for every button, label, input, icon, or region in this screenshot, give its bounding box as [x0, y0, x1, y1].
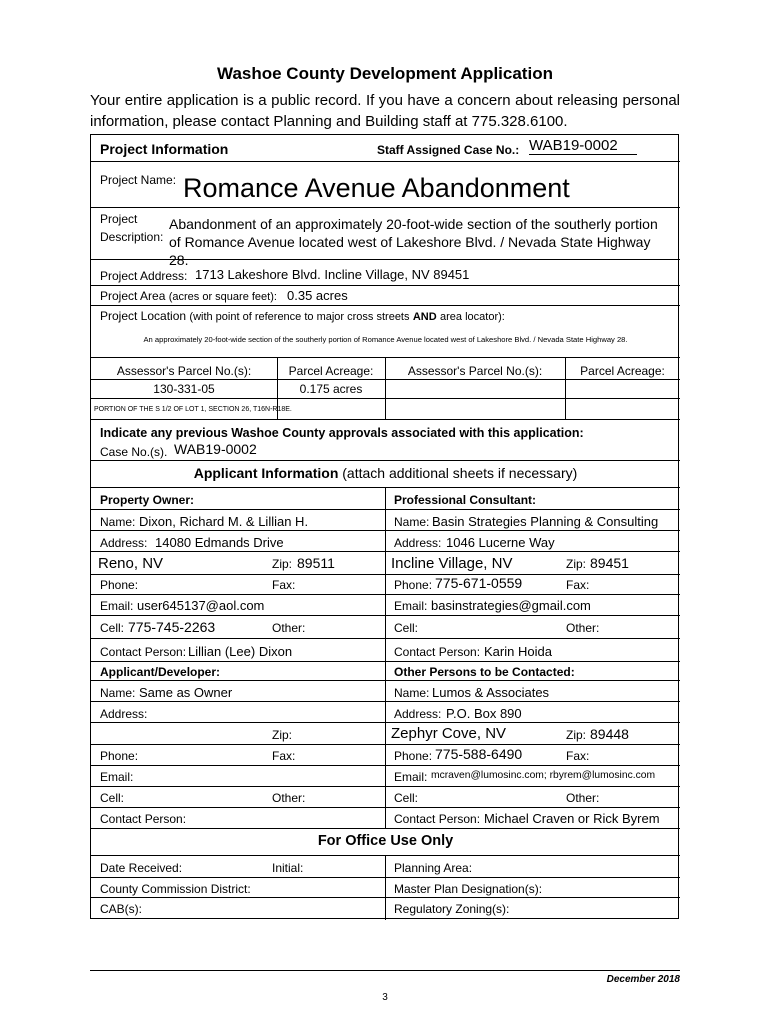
project-desc-label-2: Description: [100, 230, 164, 244]
consultant-header: Professional Consultant: [394, 493, 537, 507]
divider [91, 460, 680, 461]
project-area-label [100, 289, 277, 303]
project-desc-value[interactable]: Abandonment of an approximately 20-foot-wide section of the southerly portion of Romance Avenue located west of Lakeshore Blvd. / Nevada State Highway 28. [169, 216, 658, 268]
owner-header: Property Owner: [100, 493, 195, 507]
owner-phone-label: Phone: [100, 578, 139, 592]
project-desc-label-1: Project [100, 212, 138, 226]
applicant-section-header [91, 465, 680, 481]
project-location-value[interactable]: An approximately 20-foot-wide section of the southerly portion of Romance Avenue located west of Lakeshore Blvd. / Nevada State Highway 28. [143, 335, 628, 344]
project-location-label [100, 309, 505, 323]
project-area-value[interactable]: 0.35 acres [287, 288, 348, 303]
owner-cell-value[interactable]: 775-745-2263 [128, 619, 216, 635]
project-name-value[interactable]: Romance Avenue Abandonment [183, 173, 570, 203]
others-email-value[interactable]: mcraven@lumosinc.com; rbyrem@lumosinc.com [431, 770, 656, 781]
project-address-label: Project Address: [100, 269, 188, 283]
divider [91, 259, 680, 260]
owner-name-value[interactable]: Dixon, Richard M. & Lillian H. [139, 514, 309, 529]
project-address-value[interactable]: 1713 Lakeshore Blvd. Incline Village, NV 89451 [195, 267, 470, 282]
parcel-acreage-value[interactable]: 0.175 acres [299, 382, 363, 396]
project-location-sub-2: area locator): [440, 311, 505, 323]
parcel-row-line [91, 398, 680, 399]
footer-rule [90, 970, 680, 971]
owner-contact-label: Contact Person: [100, 645, 187, 659]
project-location-sub-1: (with point of reference to major cross streets [189, 311, 410, 323]
consultant-phone-label: Phone: [394, 578, 433, 592]
owner-city-value[interactable]: Reno, NV [98, 555, 164, 572]
owner-cell-label: Cell: [100, 621, 125, 635]
others-contact-label: Contact Person: [394, 812, 481, 826]
others-fax-label: Fax: [566, 749, 590, 763]
consultant-address-label: Address: [394, 536, 442, 550]
developer-phone-label: Phone: [100, 749, 139, 763]
row-line [91, 828, 680, 829]
owner-zip-label: Zip: [272, 557, 293, 571]
divider [91, 285, 680, 286]
others-email-label: Email: [394, 770, 428, 784]
owner-zip-value[interactable]: 89511 [297, 555, 335, 571]
owner-address-label: Address: [100, 536, 148, 550]
owner-contact-value[interactable]: Lillian (Lee) Dixon [188, 644, 293, 659]
planning-area-label: Planning Area: [394, 861, 473, 875]
consultant-cell-label: Cell: [394, 621, 419, 635]
column-line [385, 487, 386, 828]
developer-zip-label: Zip: [272, 728, 293, 742]
page-title: Washoe County Development Application [217, 64, 553, 83]
staff-case-label: Staff Assigned Case No.: [377, 143, 520, 157]
developer-name-label: Name: [100, 686, 136, 700]
divider [91, 419, 680, 420]
project-area-title: Project Area [100, 289, 166, 303]
consultant-fax-label: Fax: [566, 578, 590, 592]
parcel-row-line [91, 379, 680, 380]
approvals-label: Indicate any previous Washoe County approvals associated with this application: [100, 426, 584, 440]
approvals-case-label: Case No.(s). [100, 445, 168, 459]
applicant-header-bold: Applicant Information [193, 465, 339, 481]
consultant-name-label: Name: [394, 515, 430, 529]
page-number: 3 [382, 992, 388, 1003]
others-zip-label: Zip: [566, 728, 587, 742]
others-city-value[interactable]: Zephyr Cove, NV [391, 725, 507, 742]
consultant-zip-value[interactable]: 89451 [590, 555, 629, 571]
parcel-no-header-2: Assessor's Parcel No.(s): [407, 364, 543, 378]
others-phone-value[interactable]: 775-588-6490 [435, 746, 523, 762]
owner-other-label: Other: [272, 621, 306, 635]
developer-contact-label: Contact Person: [100, 812, 187, 826]
initial-label: Initial: [272, 861, 304, 875]
owner-fax-label: Fax: [272, 578, 296, 592]
others-name-label: Name: [394, 686, 430, 700]
owner-email-value[interactable]: user645137@aol.com [137, 598, 265, 613]
developer-cell-label: Cell: [100, 791, 125, 805]
application-form [90, 134, 679, 919]
applicant-header-rest: (attach additional sheets if necessary) [342, 465, 578, 481]
consultant-contact-value[interactable]: Karin Hoida [484, 644, 552, 659]
owner-email-label: Email: [100, 599, 134, 613]
developer-header: Applicant/Developer: [100, 665, 221, 679]
commission-district-label: County Commission District: [100, 882, 251, 896]
consultant-email-value[interactable]: basinstrategies@gmail.com [431, 598, 591, 613]
approvals-case-value[interactable]: WAB19-0002 [174, 441, 257, 457]
master-plan-label: Master Plan Designation(s): [394, 882, 543, 896]
parcel-no-value[interactable]: 130-331-05 [153, 382, 215, 396]
parcel-acreage-header-2: Parcel Acreage: [580, 364, 665, 378]
consultant-contact-label: Contact Person: [394, 645, 481, 659]
developer-name-value[interactable]: Same as Owner [139, 685, 233, 700]
consultant-address-value[interactable]: 1046 Lucerne Way [446, 535, 555, 550]
consultant-email-label: Email: [394, 599, 428, 613]
parcel-acreage-header: Parcel Acreage: [288, 364, 374, 378]
others-zip-value[interactable]: 89448 [590, 726, 629, 742]
consultant-phone-value[interactable]: 775-671-0559 [435, 575, 523, 591]
divider [91, 161, 680, 162]
project-name-label: Project Name: [100, 173, 177, 187]
developer-fax-label: Fax: [272, 749, 296, 763]
others-other-label: Other: [566, 791, 600, 805]
others-phone-label: Phone: [394, 749, 433, 763]
column-line [385, 855, 386, 920]
others-cell-label: Cell: [394, 791, 419, 805]
project-area-sub: (acres or square feet): [168, 291, 277, 303]
office-use-header: For Office Use Only [317, 833, 454, 849]
owner-address-value[interactable]: 14080 Edmands Drive [155, 535, 284, 550]
project-location-title: Project Location [100, 309, 187, 323]
date-received-label: Date Received: [100, 861, 183, 875]
footer-date: December 2018 [606, 974, 680, 985]
project-section-label: Project Information [100, 141, 229, 157]
divider [91, 305, 680, 306]
developer-address-label: Address: [100, 707, 148, 721]
consultant-zip-label: Zip: [566, 557, 587, 571]
owner-name-label: Name: [100, 515, 136, 529]
consultant-name-value[interactable]: Basin Strategies Planning & Consulting [432, 514, 659, 529]
others-name-value[interactable]: Lumos & Associates [432, 685, 550, 700]
cab-label: CAB(s): [100, 902, 142, 916]
developer-email-label: Email: [100, 770, 134, 784]
others-address-value[interactable]: P.O. Box 890 [446, 706, 522, 721]
others-address-label: Address: [394, 707, 442, 721]
others-header: Other Persons to be Contacted: [394, 665, 575, 679]
staff-case-value[interactable]: WAB19-0002 [529, 137, 618, 154]
zoning-label: Regulatory Zoning(s): [394, 902, 510, 916]
intro-text: Your entire application is a public record. If you have a concern about releasing personal information, please contact Planning and Building staff at 775.328.6100. [90, 92, 680, 130]
parcel-portion-note: PORTION OF THE S 1/2 OF LOT 1, SECTION 26, T16N-R18E. [94, 406, 292, 413]
parcel-no-header: Assessor's Parcel No.(s): [116, 364, 252, 378]
divider [91, 207, 680, 208]
project-location-and: AND [412, 311, 437, 323]
consultant-other-label: Other: [566, 621, 600, 635]
developer-other-label: Other: [272, 791, 306, 805]
consultant-city-value[interactable]: Incline Village, NV [391, 555, 513, 572]
staff-case-underline [529, 154, 637, 155]
others-contact-value[interactable]: Michael Craven or Rick Byrem [484, 811, 660, 826]
